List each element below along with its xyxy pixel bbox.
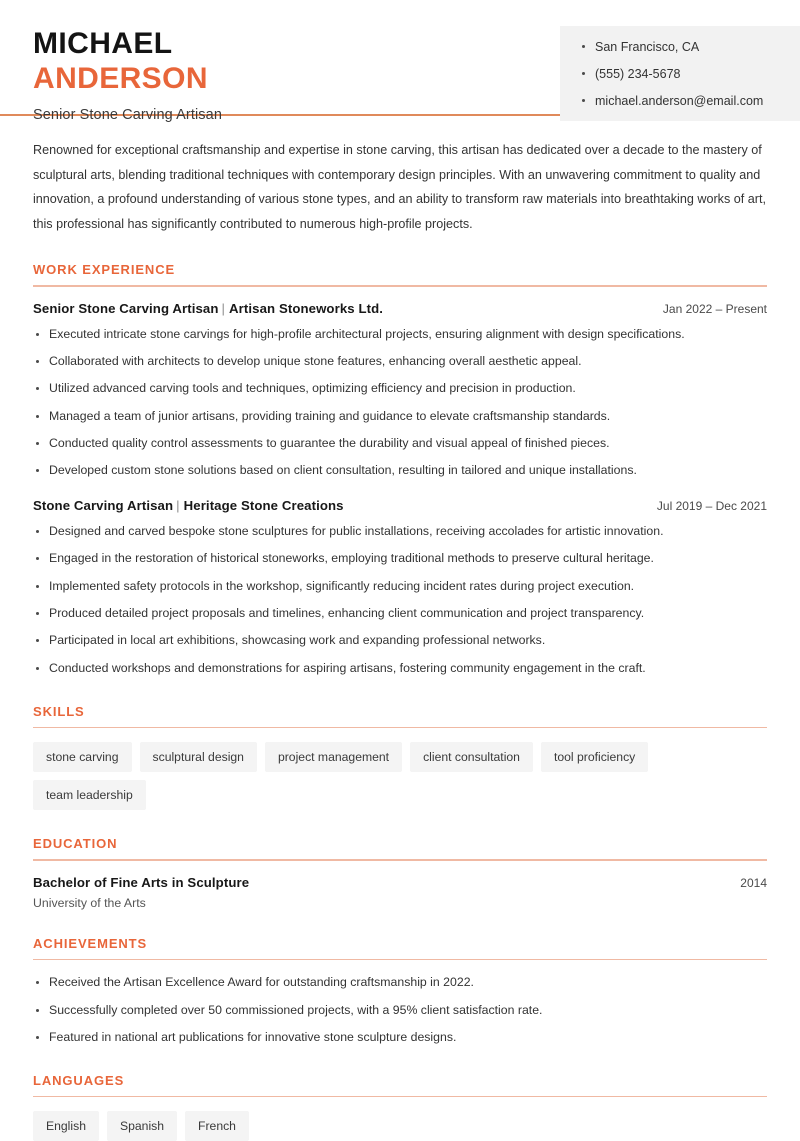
experience-entry-header: [33, 498, 767, 513]
bullet-item: Developed custom stone solutions based on client consultation, resulting in tailored and unique installations.: [33, 462, 767, 480]
section-divider: [33, 859, 767, 861]
section-title-education: EDUCATION: [33, 836, 118, 852]
achievements-list: [33, 974, 767, 1046]
contact-item-email[interactable]: michael.anderson@email.com: [582, 94, 800, 109]
bullet-item: Participated in local art exhibitions, showcasing work and expanding professional networks.: [33, 632, 767, 650]
section-divider: [33, 959, 767, 961]
identity-block: [0, 22, 222, 123]
section-title-achievements: ACHIEVEMENTS: [33, 935, 148, 951]
bullet-item: Conducted quality control assessments to guarantee the durability and visual appeal of finished pieces.: [33, 435, 767, 453]
bullet-item: Designed and carved bespoke stone sculptures for public installations, receiving accolades for artistic innovation.: [33, 523, 767, 541]
title-separator: |: [176, 498, 180, 514]
experience-company: Artisan Stoneworks Ltd.: [229, 300, 384, 316]
bullet-item: Produced detailed project proposals and timelines, enhancing client communication and project transparency.: [33, 605, 767, 623]
bullet-item: Implemented safety protocols in the workshop, significantly reducing incident rates during project execution.: [33, 578, 767, 596]
section-title-skills: SKILLS: [33, 703, 85, 719]
resume-content: [0, 138, 800, 1141]
section-work-experience: [33, 262, 767, 677]
bullet-item: Utilized advanced carving tools and techniques, optimizing efficiency and precision in production.: [33, 380, 767, 398]
section-divider: [33, 727, 767, 729]
skill-chip: sculptural design: [140, 742, 257, 772]
experience-company: Heritage Stone Creations: [183, 498, 344, 514]
job-title: Senior Stone Carving Artisan: [33, 106, 222, 123]
resume-header: [0, 0, 800, 123]
title-separator: |: [221, 300, 226, 316]
skill-chip: team leadership: [33, 780, 146, 810]
skill-chip: stone carving: [33, 742, 132, 772]
experience-title-line: [33, 498, 344, 513]
experience-entry-header: [33, 301, 767, 316]
section-languages: [33, 1073, 767, 1141]
skill-chip: tool proficiency: [541, 742, 648, 772]
bullet-item: Conducted workshops and demonstrations for aspiring artisans, fostering community engagement in the craft.: [33, 660, 767, 678]
contact-item-location: San Francisco, CA: [582, 40, 800, 55]
experience-bullets: [33, 326, 767, 480]
section-title-work-experience: WORK EXPERIENCE: [33, 262, 176, 278]
language-chip: English: [33, 1111, 99, 1141]
education-entry-header: [33, 875, 767, 890]
bullet-item: Managed a team of junior artisans, providing training and guidance to elevate craftsmanship standards.: [33, 408, 767, 426]
language-chip: French: [185, 1111, 249, 1141]
education-degree: Bachelor of Fine Arts in Sculpture: [33, 874, 250, 890]
skill-chip: client consultation: [410, 742, 533, 772]
experience-title-line: [33, 301, 383, 316]
experience-entry: [33, 498, 767, 677]
section-divider: [33, 285, 767, 287]
section-title-languages: LANGUAGES: [33, 1072, 125, 1088]
bullet-item: Executed intricate stone carvings for high-profile architectural projects, ensuring alignment with design specifications.: [33, 326, 767, 344]
last-name: ANDERSON: [33, 62, 208, 96]
experience-role: Senior Stone Carving Artisan: [33, 300, 219, 316]
bullet-item: Featured in national art publications for innovative stone sculpture designs.: [33, 1029, 767, 1047]
skill-chip: project management: [265, 742, 402, 772]
first-name: MICHAEL: [33, 27, 173, 60]
contact-panel: [560, 26, 800, 121]
education-institution: University of the Arts: [33, 895, 146, 910]
section-achievements: [33, 936, 767, 1047]
language-chip: Spanish: [107, 1111, 177, 1141]
languages-chip-list: [33, 1111, 767, 1141]
section-skills: [33, 704, 767, 811]
skills-chip-list: [33, 742, 767, 810]
bullet-item: Successfully completed over 50 commissioned projects, with a 95% client satisfaction rate.: [33, 1002, 767, 1020]
section-education: [33, 836, 767, 910]
experience-entry: [33, 301, 767, 480]
education-entry: [33, 875, 767, 910]
contact-list: [582, 40, 800, 109]
bullet-item: Engaged in the restoration of historical stoneworks, employing traditional methods to preserve cultural heritage.: [33, 550, 767, 568]
bullet-item: Received the Artisan Excellence Award for outstanding craftsmanship in 2022.: [33, 974, 767, 992]
experience-bullets: [33, 523, 767, 677]
professional-summary: Renowned for exceptional craftsmanship and expertise in stone carving, this artisan has dedicated over a decade to the mastery of sculptural arts, blending traditional techniques with contemporary design principles. With an unwavering commitment to quality and innovation, a profound understanding of various stone types, and an ability to transform raw materials into breathtaking works of art, this professional has significantly contributed to numerous high-profile projects.: [33, 143, 766, 231]
experience-date: Jul 2019 – Dec 2021: [656, 499, 767, 514]
experience-role: Stone Carving Artisan: [33, 498, 174, 514]
section-divider: [33, 1096, 767, 1098]
contact-item-phone[interactable]: (555) 234-5678: [582, 67, 800, 82]
education-year: 2014: [740, 875, 767, 890]
experience-date: Jan 2022 – Present: [662, 301, 767, 316]
bullet-item: Collaborated with architects to develop unique stone features, enhancing overall aesthetic appeal.: [33, 353, 767, 371]
